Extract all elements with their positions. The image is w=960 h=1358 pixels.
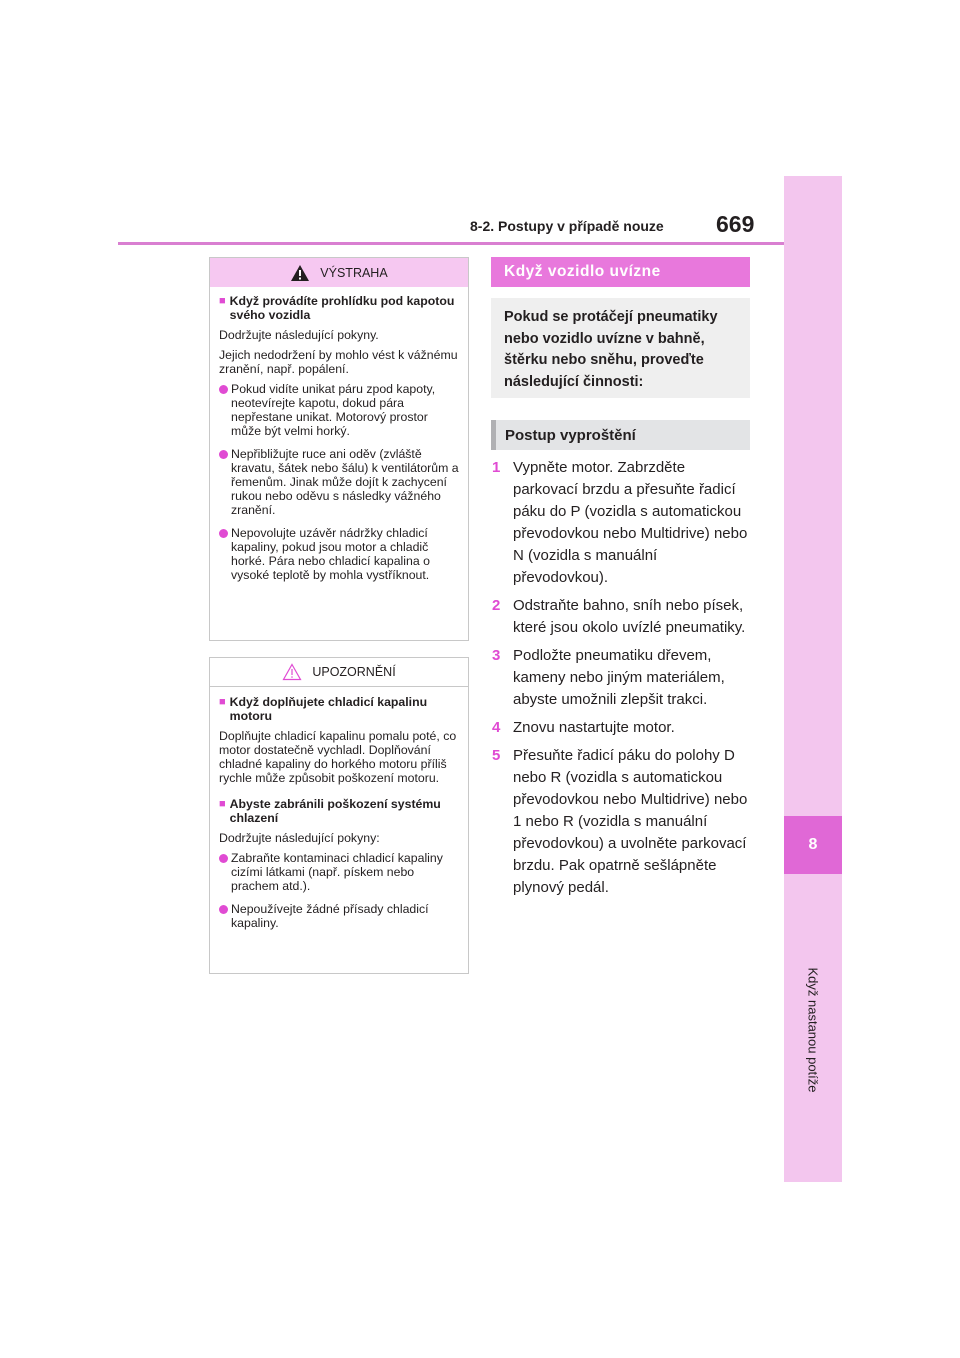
warning-para-2: Jejich nedodržení by mohlo vést k vážnému zranění, např. popálení. [219, 348, 458, 376]
step-text: Odstraňte bahno, sníh nebo písek, které jsou okolo uvízlé pneumatiky. [513, 597, 746, 636]
warning-triangle-icon [290, 264, 310, 282]
step-number: 1 [492, 459, 501, 476]
step-item [491, 745, 753, 899]
section-title: 8-2. Postupy v případě nouze [470, 218, 664, 234]
warning-heading: ■ Když provádíte prohlídku pod kapotou svého vozidla [219, 294, 455, 322]
list-item: Zabraňte kontaminaci chladicí kapaliny cizími látkami (např. pískem nebo prachem atd.). [219, 851, 461, 893]
caution-heading-1: ■ Když doplňujete chladicí kapalinu motoru [219, 695, 428, 723]
list-item: Nepovolujte uzávěr nádržky chladicí kapaliny, pokud jsou motor a chladič horké. Pára nebo chladicí kapalina o vysoké teplotě by mohla vystříknout. [219, 526, 461, 582]
step-number: 5 [492, 747, 501, 764]
step-item [491, 717, 753, 739]
step-number: 4 [492, 719, 501, 736]
caution-para-1: Doplňujte chladicí kapalinu pomalu poté, co motor dostatečně vychladl. Doplňování chladné kapaliny do horkého motoru příliš rychle může způsobit poškození motoru. [219, 729, 457, 785]
step-item [491, 645, 753, 711]
intro-box: Pokud se protáčejí pneumatiky nebo vozidlo uvízne v bahně, štěrku nebo sněhu, proveďte následující činnosti: [491, 298, 750, 398]
round-bullet-icon [219, 854, 228, 863]
square-bullet-icon: ■ [219, 696, 226, 708]
caution-heading-2: ■ Abyste zabránili poškození systému chlazení [219, 797, 441, 825]
caution-title: UPOZORNĚNÍ [312, 665, 396, 679]
page-number: 669 [716, 211, 755, 237]
step-number: 3 [492, 647, 501, 664]
list-item: Nepřibližujte ruce ani oděv (zvláště kravatu, šátek nebo šálu) k ventilátorům a řemenům. Jinak může dojít k zachycení rukou nebo oděvu s následky vážného zranění. [219, 447, 461, 517]
step-item [491, 457, 753, 589]
round-bullet-icon [219, 385, 228, 394]
warning-para-1: Dodržujte následující pokyny. [219, 328, 379, 342]
chapter-number: 8 [784, 816, 842, 874]
round-bullet-icon [219, 450, 228, 459]
caution-triangle-icon [282, 663, 302, 681]
step-text: Vypněte motor. Zabrzděte parkovací brzdu a přesuňte řadicí páku do P (vozidla s automatickou převodovkou nebo Multidrive) nebo N (vozidla s manuální převodovkou). [513, 459, 748, 586]
header-rule [118, 242, 784, 245]
warning-title: VÝSTRAHA [320, 265, 388, 280]
step-text: Přesuňte řadicí páku do polohy D nebo R (vozidla s automatickou převodovkou nebo Multidrive) nebo 1 nebo R (vozidla s manuální převodovkou) a uvolněte parkovací brzdu. Pak opatrně sešlápněte plynový pedál. [513, 747, 748, 896]
steps-list [491, 457, 753, 905]
list-item: Pokud vidíte unikat páru zpod kapoty, neotevírejte kapotu, dokud pára nepřestane unikat. Motorový prostor může být velmi horký. [219, 382, 461, 438]
square-bullet-icon: ■ [219, 295, 226, 307]
warning-box [209, 257, 469, 641]
chapter-label: Když nastanou potíže [805, 967, 821, 1093]
round-bullet-icon [219, 905, 228, 914]
list-item: Nepoužívejte žádné přísady chladicí kapaliny. [219, 902, 461, 930]
step-number: 2 [492, 597, 501, 614]
step-text: Podložte pneumatiku dřevem, kameny nebo jiným materiálem, abyste umožnili zlepšit trakci. [513, 647, 725, 708]
caution-box [209, 657, 469, 974]
section-heading: Když vozidlo uvízne [491, 257, 750, 287]
step-text: Znovu nastartujte motor. [513, 719, 675, 736]
step-item [491, 595, 753, 639]
square-bullet-icon: ■ [219, 798, 226, 810]
subheading: Postup vyproštění [491, 420, 750, 450]
caution-para-2: Dodržujte následující pokyny: [219, 831, 380, 845]
caution-header [210, 658, 468, 687]
warning-header [210, 258, 468, 287]
round-bullet-icon [219, 529, 228, 538]
